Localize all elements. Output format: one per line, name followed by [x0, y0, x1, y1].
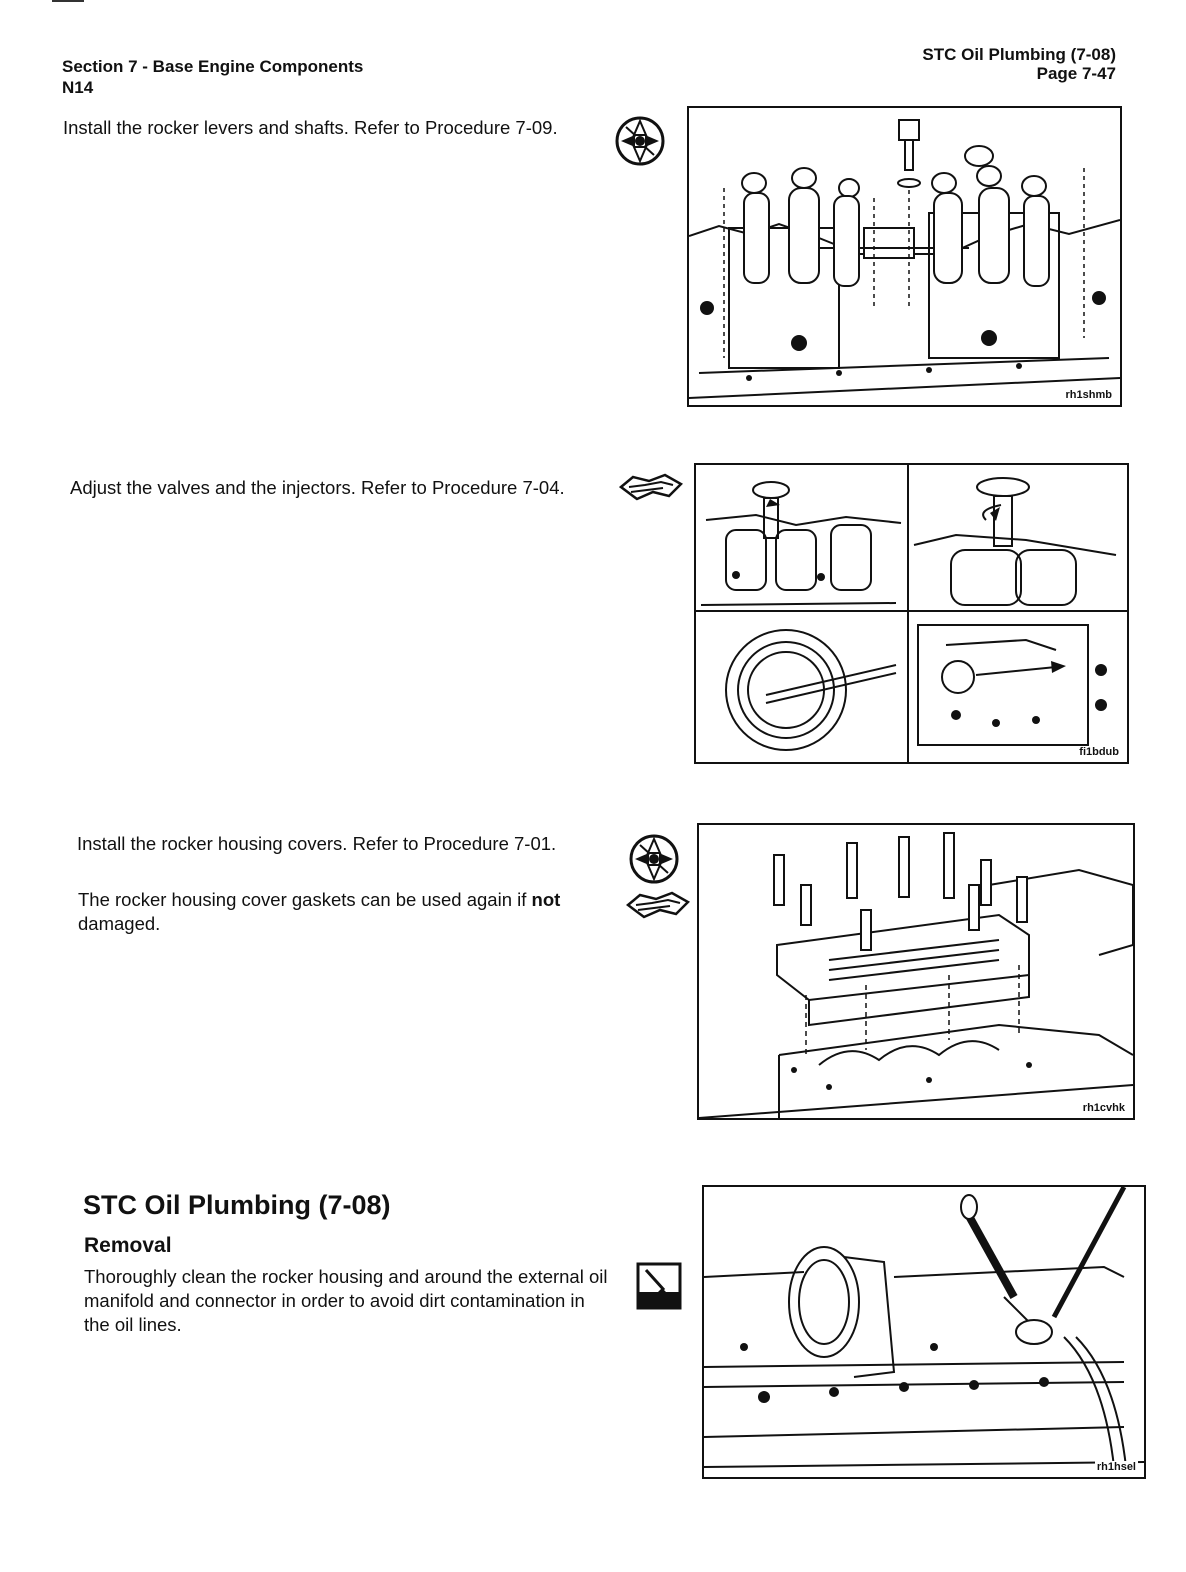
step-3-text: Install the rocker housing covers. Refer to Procedure 7-01. — [77, 833, 557, 854]
page-number: Page 7-47 — [1036, 64, 1116, 83]
section-heading: STC Oil Plumbing (7-08) — [83, 1190, 391, 1220]
clean-brush-icon — [636, 1262, 682, 1310]
note-emphasis: not — [531, 889, 561, 910]
step-1-text: Install the rocker levers and shafts. Refer to Procedure 7-09. — [63, 117, 558, 138]
assembly-wheel-icon — [626, 833, 682, 885]
figure-code: fi1bdub — [1079, 746, 1119, 758]
figure-code: rh1hsel — [1096, 1461, 1136, 1473]
note-text-end: damaged. — [78, 913, 161, 934]
figure-adjust-valves — [694, 463, 1129, 764]
engine-model: N14 — [62, 78, 94, 97]
removal-text: Thoroughly clean the rocker housing and around the external oil manifold and connector in order to avoid dirt contamination in the oil lines. — [84, 1266, 608, 1335]
procedure-title: STC Oil Plumbing (7-08) — [922, 45, 1116, 64]
assembly-wheel-icon — [612, 115, 668, 167]
adjust-wrench-icon — [619, 470, 683, 504]
scan-mark — [52, 0, 84, 2]
figure-rocker-levers — [687, 106, 1122, 407]
page-header-left — [62, 56, 363, 98]
subsection-heading: Removal — [84, 1234, 172, 1257]
section-title: Section 7 - Base Engine Components — [62, 57, 364, 76]
note-text: The rocker housing cover gaskets can be used again if — [78, 889, 527, 910]
figure-code: rh1cvhk — [1082, 1102, 1125, 1114]
step-3-note — [78, 888, 608, 936]
step-2-text: Adjust the valves and the injectors. Refer to Procedure 7-04. — [70, 477, 565, 498]
figure-code: rh1shmb — [1065, 389, 1112, 401]
figure-clean-housing — [702, 1185, 1146, 1479]
adjust-wrench-icon — [626, 888, 690, 922]
page-header-right — [922, 45, 1116, 83]
figure-rocker-covers — [697, 823, 1135, 1120]
